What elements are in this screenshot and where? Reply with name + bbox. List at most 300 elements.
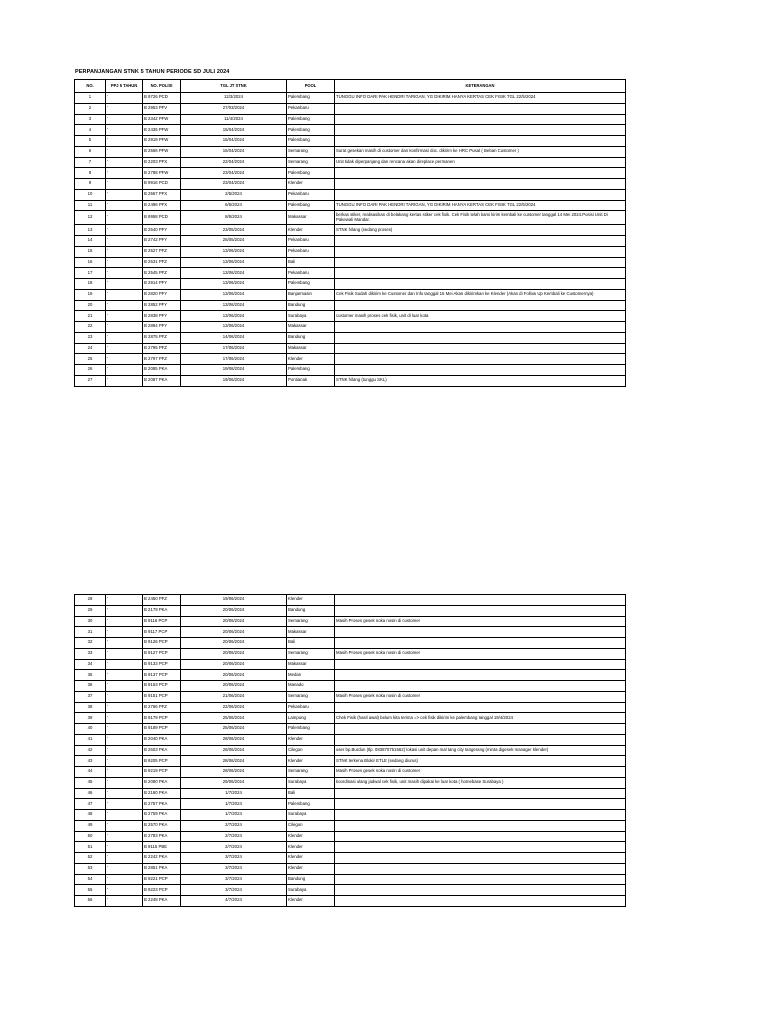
cell-polisi: B 2436 PFW [143, 125, 181, 136]
cell-polisi: B 2160 PKA [143, 788, 181, 799]
table-row [75, 896, 626, 907]
cell-keterangan [335, 627, 626, 638]
cell-polisi: B 2914 PFY [143, 279, 181, 290]
cell-tgl: 29/06/2024 [181, 777, 287, 788]
cell-polisi: B 2342 PFW [143, 114, 181, 125]
cell-polisi: B 2545 PFZ [143, 268, 181, 279]
cell-no: 9 [75, 179, 106, 190]
cell-polisi: B 9726 PCD [143, 93, 181, 104]
cell-tgl: 3/7/2024 [181, 874, 287, 885]
stnk-table-part-1 [74, 79, 626, 387]
cell-tgl: 23/05/2024 [181, 225, 287, 236]
cell-keterangan [335, 268, 626, 279]
cell-ppj: ' [106, 820, 143, 831]
cell-pool: Surabaya [287, 810, 335, 821]
cell-no: 31 [75, 627, 106, 638]
cell-tgl: 17/06/2024 [181, 343, 287, 354]
cell-keterangan: Cek Fisik Sudah dikirim ke Customer dan Info tanggal 16 Mei Akan dikirimkan ke Klender (Akan di Follow Up Kembali ke Customernya) [335, 289, 626, 300]
cell-tgl: 28/06/2024 [181, 756, 287, 767]
cell-polisi: B 2838 PFY [143, 311, 181, 322]
cell-no: 21 [75, 311, 106, 322]
cell-polisi: B 2179 PKA [143, 605, 181, 616]
cell-ppj: ' [106, 767, 143, 778]
cell-ppj: ' [106, 375, 143, 386]
cell-pool: Surabaya [287, 885, 335, 896]
cell-polisi: B 2085 PKA [143, 365, 181, 376]
cell-polisi: B 9179 PCP [143, 713, 181, 724]
cell-ppj: ' [106, 627, 143, 638]
cell-pool: Semarang [287, 616, 335, 627]
cell-polisi: B 2527 PFZ [143, 246, 181, 257]
cell-tgl: 16/04/2024 [181, 146, 287, 157]
cell-ppj: ' [106, 734, 143, 745]
cell-pool: Pekanbaru [287, 246, 335, 257]
cell-pool: Cilegon [287, 745, 335, 756]
cell-pool: Palembang [287, 279, 335, 290]
cell-tgl: 2/7/2024 [181, 842, 287, 853]
cell-no: 54 [75, 874, 106, 885]
cell-polisi: B 2540 PFY [143, 225, 181, 236]
cell-pool: Klender [287, 179, 335, 190]
keterangan-text: berkas stiker, realisasikan di belakang kertas stiker cek fisik. Cek Fisik telah kami kirim kembali ke customer tanggal 14 Mei 2024.Posisi Unit Di Pakewali Mandar. [336, 212, 608, 222]
cell-ppj: ' [106, 670, 143, 681]
cell-no: 22 [75, 322, 106, 333]
cell-tgl: 2/5/2024 [181, 189, 287, 200]
cell-tgl: 13/06/2024 [181, 279, 287, 290]
cell-keterangan: Masih Proses gesek noka nosin di customer [335, 616, 626, 627]
cell-pool: Banjarmasin [287, 289, 335, 300]
cell-ppj: ' [106, 648, 143, 659]
table-row [75, 246, 626, 257]
table-row [75, 114, 626, 125]
cell-ppj: ' [106, 863, 143, 874]
cell-no: 23 [75, 332, 106, 343]
cell-pool: Palembang [287, 114, 335, 125]
cell-keterangan: STNK hilang (sedang proses) [335, 225, 626, 236]
cell-no: 16 [75, 257, 106, 268]
cell-ppj: ' [106, 745, 143, 756]
cell-keterangan [335, 896, 626, 907]
cell-no: 44 [75, 767, 106, 778]
cell-keterangan [335, 168, 626, 179]
cell-ppj: ' [106, 724, 143, 735]
cell-pool: Semarang [287, 157, 335, 168]
cell-ppj: ' [106, 332, 143, 343]
cell-no: 53 [75, 863, 106, 874]
cell-polisi: B 2852 PFY [143, 300, 181, 311]
cell-tgl: 22/04/2024 [181, 157, 287, 168]
cell-polisi: B 2496 PFX [143, 200, 181, 211]
cell-no: 13 [75, 225, 106, 236]
cell-no: 41 [75, 734, 106, 745]
cell-ppj: ' [106, 365, 143, 376]
cell-keterangan [335, 365, 626, 376]
cell-keterangan: TUNGGU INFO DARI PAK HENDRI TARIGAN, YG DIKIRIM HANYA KERTAS CEK FISIK TGL 22/5/2024 [335, 93, 626, 104]
cell-polisi: B 2531 PFZ [143, 257, 181, 268]
table-row [75, 311, 626, 322]
cell-no: 1 [75, 93, 106, 104]
cell-pool: Pekanbaru [287, 103, 335, 114]
cell-no: 17 [75, 268, 106, 279]
cell-keterangan [335, 831, 626, 842]
cell-polisi: B 9116 PCP [143, 616, 181, 627]
table-row [75, 200, 626, 211]
cell-pool: Klender [287, 896, 335, 907]
table-row [75, 820, 626, 831]
stnk-table-part-2 [74, 594, 626, 907]
cell-no: 42 [75, 745, 106, 756]
table-row [75, 853, 626, 864]
cell-tgl: 20/06/2024 [181, 638, 287, 649]
cell-keterangan: STNK terkena Blokir ETLE (sedang diurus) [335, 756, 626, 767]
cell-ppj: ' [106, 756, 143, 767]
table-row [75, 365, 626, 376]
table-row [75, 300, 626, 311]
cell-keterangan [335, 810, 626, 821]
cell-ppj: ' [106, 103, 143, 114]
header-ppj: PPJ 5 TAHUN [106, 80, 143, 93]
table-row [75, 93, 626, 104]
cell-tgl: 21/06/2024 [181, 691, 287, 702]
table-row [75, 648, 626, 659]
cell-tgl: 1/7/2024 [181, 799, 287, 810]
cell-ppj: ' [106, 874, 143, 885]
cell-tgl: 27/03/2024 [181, 103, 287, 114]
cell-tgl: 20/06/2024 [181, 681, 287, 692]
cell-keterangan [335, 681, 626, 692]
cell-no: 25 [75, 354, 106, 365]
cell-keterangan [335, 605, 626, 616]
cell-ppj: ' [106, 179, 143, 190]
table-row [75, 279, 626, 290]
cell-polisi: B 2894 PFY [143, 322, 181, 333]
table-row [75, 885, 626, 896]
cell-tgl: 3/7/2024 [181, 863, 287, 874]
table-row [75, 375, 626, 386]
header-pool: POOL [287, 80, 335, 93]
cell-tgl: 3/7/2024 [181, 885, 287, 896]
cell-keterangan [335, 638, 626, 649]
cell-polisi: B 9189 PCP [143, 724, 181, 735]
cell-ppj: ' [106, 799, 143, 810]
cell-keterangan: Unit tidak diperpanjang dan rencana akan direplace permanen [335, 157, 626, 168]
cell-pool: Pekanbaru [287, 702, 335, 713]
cell-polisi: B 9205 PCP [143, 756, 181, 767]
cell-polisi: B 2820 PFY [143, 289, 181, 300]
cell-keterangan [335, 236, 626, 247]
table-row [75, 322, 626, 333]
cell-keterangan: Masih Proses gesek noka nosin di customer [335, 648, 626, 659]
cell-keterangan: STNK hilang (tunggu SKL) [335, 375, 626, 386]
cell-pool: Klender [287, 595, 335, 606]
table-row [75, 354, 626, 365]
header-no: NO. [75, 80, 106, 93]
cell-ppj: ' [106, 289, 143, 300]
cell-polisi: B 9221 PCP [143, 874, 181, 885]
cell-tgl: 20/06/2024 [181, 670, 287, 681]
cell-polisi: B 2242 PKA [143, 853, 181, 864]
table-row [75, 777, 626, 788]
cell-no: 56 [75, 896, 106, 907]
cell-no: 32 [75, 638, 106, 649]
table-row [75, 627, 626, 638]
cell-keterangan: user bp.Burdun (tlp. 083870751562) lokasi unit depan mal tang city tangerang (minta digesek manager klender) [335, 745, 626, 756]
cell-keterangan [335, 257, 626, 268]
cell-ppj: ' [106, 853, 143, 864]
table-row [75, 670, 626, 681]
cell-no: 55 [75, 885, 106, 896]
cell-no: 40 [75, 724, 106, 735]
cell-pool: Makassar [287, 659, 335, 670]
cell-keterangan [335, 842, 626, 853]
cell-pool: Pekanbaru [287, 268, 335, 279]
cell-no: 39 [75, 713, 106, 724]
cell-pool: Palembang [287, 125, 335, 136]
cell-no: 20 [75, 300, 106, 311]
cell-tgl: 4/7/2024 [181, 896, 287, 907]
cell-ppj: ' [106, 136, 143, 147]
cell-ppj: ' [106, 157, 143, 168]
cell-polisi: B 2953 PFV [143, 103, 181, 114]
cell-keterangan [335, 279, 626, 290]
cell-polisi: B 9115 PBE [143, 842, 181, 853]
table-row [75, 268, 626, 279]
cell-pool: Makassar [287, 627, 335, 638]
cell-keterangan [335, 211, 626, 225]
cell-polisi: B 2450 PFZ [143, 595, 181, 606]
table-row [75, 343, 626, 354]
cell-no: 6 [75, 146, 106, 157]
cell-polisi: B 9126 PCP [143, 638, 181, 649]
cell-polisi: B 2570 PKA [143, 820, 181, 831]
cell-keterangan [335, 332, 626, 343]
table-row [75, 659, 626, 670]
cell-pool: Semarang [287, 767, 335, 778]
table-row [75, 146, 626, 157]
cell-ppj: ' [106, 691, 143, 702]
cell-ppj: ' [106, 713, 143, 724]
cell-no: 15 [75, 246, 106, 257]
cell-pool: Klender [287, 853, 335, 864]
table-row [75, 157, 626, 168]
table-row [75, 724, 626, 735]
cell-pool: Semarang [287, 648, 335, 659]
cell-no: 2 [75, 103, 106, 114]
cell-polisi: B 9127 PCP [143, 648, 181, 659]
cell-tgl: 25/05/2024 [181, 236, 287, 247]
cell-pool: Klender [287, 842, 335, 853]
table-row [75, 713, 626, 724]
table-row [75, 103, 626, 114]
cell-polisi: B 9133 PCP [143, 659, 181, 670]
cell-polisi: B 9153 PCP [143, 681, 181, 692]
cell-tgl: 14/06/2024 [181, 332, 287, 343]
cell-ppj: ' [106, 168, 143, 179]
cell-polisi: B 2759 PKA [143, 810, 181, 821]
table-header-row [75, 80, 626, 93]
cell-polisi: B 2757 PKA [143, 799, 181, 810]
cell-ppj: ' [106, 842, 143, 853]
cell-ppj: ' [106, 257, 143, 268]
cell-polisi: B 2742 PFY [143, 236, 181, 247]
table-row [75, 831, 626, 842]
cell-no: 19 [75, 289, 106, 300]
cell-keterangan [335, 724, 626, 735]
cell-tgl: 11/4/2024 [181, 114, 287, 125]
cell-tgl: 23/04/2024 [181, 179, 287, 190]
cell-no: 7 [75, 157, 106, 168]
cell-tgl: 19/06/2024 [181, 365, 287, 376]
cell-keterangan: Masih Proses gesek noka nosin di customer [335, 767, 626, 778]
cell-pool: Cilegon [287, 820, 335, 831]
cell-pool: Bali [287, 638, 335, 649]
table-row [75, 681, 626, 692]
cell-ppj: ' [106, 93, 143, 104]
table-row [75, 638, 626, 649]
cell-no: 8 [75, 168, 106, 179]
cell-ppj: ' [106, 200, 143, 211]
cell-no: 50 [75, 831, 106, 842]
cell-tgl: 13/06/2024 [181, 311, 287, 322]
cell-ppj: ' [106, 311, 143, 322]
cell-ppj: ' [106, 279, 143, 290]
cell-ppj: ' [106, 246, 143, 257]
table-row [75, 236, 626, 247]
cell-no: 29 [75, 605, 106, 616]
cell-ppj: ' [106, 300, 143, 311]
cell-tgl: 13/06/2024 [181, 322, 287, 333]
table-row [75, 189, 626, 200]
cell-tgl: 13/06/2024 [181, 257, 287, 268]
cell-pool: Surabaya [287, 777, 335, 788]
cell-polisi: B 2919 PFW [143, 136, 181, 147]
cell-tgl: 28/06/2024 [181, 745, 287, 756]
header-polisi: NO. POLISI [143, 80, 181, 93]
cell-pool: Klender [287, 734, 335, 745]
cell-pool: Klender [287, 756, 335, 767]
cell-polisi: B 2040 PKA [143, 734, 181, 745]
table-row [75, 332, 626, 343]
cell-ppj: ' [106, 605, 143, 616]
cell-pool: Palembang [287, 136, 335, 147]
cell-tgl: 12/3/2024 [181, 93, 287, 104]
cell-pool: Surabaya [287, 311, 335, 322]
cell-keterangan [335, 125, 626, 136]
cell-keterangan: koordinasi ulang jadwal cek fisik, unit masih dipakai ke luar kota ( homebase Surabaya ) [335, 777, 626, 788]
table-row [75, 136, 626, 147]
cell-keterangan [335, 189, 626, 200]
cell-tgl: 3/7/2024 [181, 853, 287, 864]
cell-polisi: B 9223 PCP [143, 885, 181, 896]
table-row [75, 767, 626, 778]
cell-tgl: 13/06/2024 [181, 246, 287, 257]
cell-no: 43 [75, 756, 106, 767]
cell-polisi: B 2566 PFW [143, 146, 181, 157]
cell-ppj: ' [106, 595, 143, 606]
table-row [75, 168, 626, 179]
cell-polisi: B 2567 PFX [143, 189, 181, 200]
cell-keterangan [335, 179, 626, 190]
cell-ppj: ' [106, 125, 143, 136]
table-body-1 [75, 93, 626, 387]
table-row [75, 810, 626, 821]
cell-polisi: B 2766 PFZ [143, 702, 181, 713]
cell-pool: Pekanbaru [287, 189, 335, 200]
cell-ppj: ' [106, 616, 143, 627]
cell-tgl: 19/06/2024 [181, 375, 287, 386]
cell-pool: Klender [287, 831, 335, 842]
cell-ppj: ' [106, 885, 143, 896]
cell-no: 30 [75, 616, 106, 627]
table-row [75, 605, 626, 616]
table-row [75, 595, 626, 606]
cell-tgl: 28/06/2024 [181, 734, 287, 745]
cell-ppj: ' [106, 638, 143, 649]
cell-ppj: ' [106, 225, 143, 236]
cell-tgl: 2/7/2024 [181, 820, 287, 831]
cell-ppj: ' [106, 831, 143, 842]
table-row [75, 734, 626, 745]
cell-no: 10 [75, 189, 106, 200]
cell-tgl: 20/06/2024 [181, 616, 287, 627]
cell-keterangan [335, 799, 626, 810]
cell-tgl: 20/06/2024 [181, 605, 287, 616]
cell-tgl: 1/7/2024 [181, 788, 287, 799]
cell-no: 45 [75, 777, 106, 788]
cell-polisi: B 9151 PCP [143, 691, 181, 702]
cell-pool: Makassar [287, 211, 335, 225]
cell-keterangan [335, 322, 626, 333]
table-row [75, 257, 626, 268]
cell-tgl: 2/7/2024 [181, 831, 287, 842]
table-row [75, 225, 626, 236]
cell-polisi: B 9958 PCD [143, 211, 181, 225]
cell-ppj: ' [106, 788, 143, 799]
cell-no: 48 [75, 810, 106, 821]
cell-keterangan: TUNGGU INFO DARI PAK HENDRI TARIGAN, YG DIKIRIM HANYA KERTAS CEK FISIK TGL 22/5/2024 [335, 200, 626, 211]
cell-keterangan [335, 702, 626, 713]
cell-pool: Lampung [287, 713, 335, 724]
page-title: PERPANJANGAN STNK 5 TAHUN PERIODE SD JULI 2024 [75, 69, 230, 75]
cell-ppj: ' [106, 114, 143, 125]
cell-pool: Makassar [287, 322, 335, 333]
cell-ppj: ' [106, 354, 143, 365]
cell-tgl: 1/7/2024 [181, 810, 287, 821]
cell-pool: Bandung [287, 300, 335, 311]
cell-ppj: ' [106, 777, 143, 788]
table-body-2 [75, 595, 626, 907]
cell-ppj: ' [106, 236, 143, 247]
header-keterangan: KETERANGAN [335, 80, 626, 93]
cell-polisi: B 9916 PCD [143, 179, 181, 190]
cell-keterangan [335, 820, 626, 831]
table-row [75, 842, 626, 853]
cell-no: 24 [75, 343, 106, 354]
cell-ppj: ' [106, 189, 143, 200]
cell-ppj: ' [106, 702, 143, 713]
cell-tgl: 6/5/2024 [181, 200, 287, 211]
table-row [75, 863, 626, 874]
cell-no: 4 [75, 125, 106, 136]
cell-ppj: ' [106, 659, 143, 670]
cell-tgl: 20/06/2024 [181, 659, 287, 670]
cell-keterangan [335, 853, 626, 864]
header-tgl: TGL JT STNK [181, 80, 287, 93]
table-row [75, 125, 626, 136]
cell-tgl: 13/06/2024 [181, 300, 287, 311]
cell-tgl: 19/06/2024 [181, 595, 287, 606]
cell-keterangan [335, 343, 626, 354]
